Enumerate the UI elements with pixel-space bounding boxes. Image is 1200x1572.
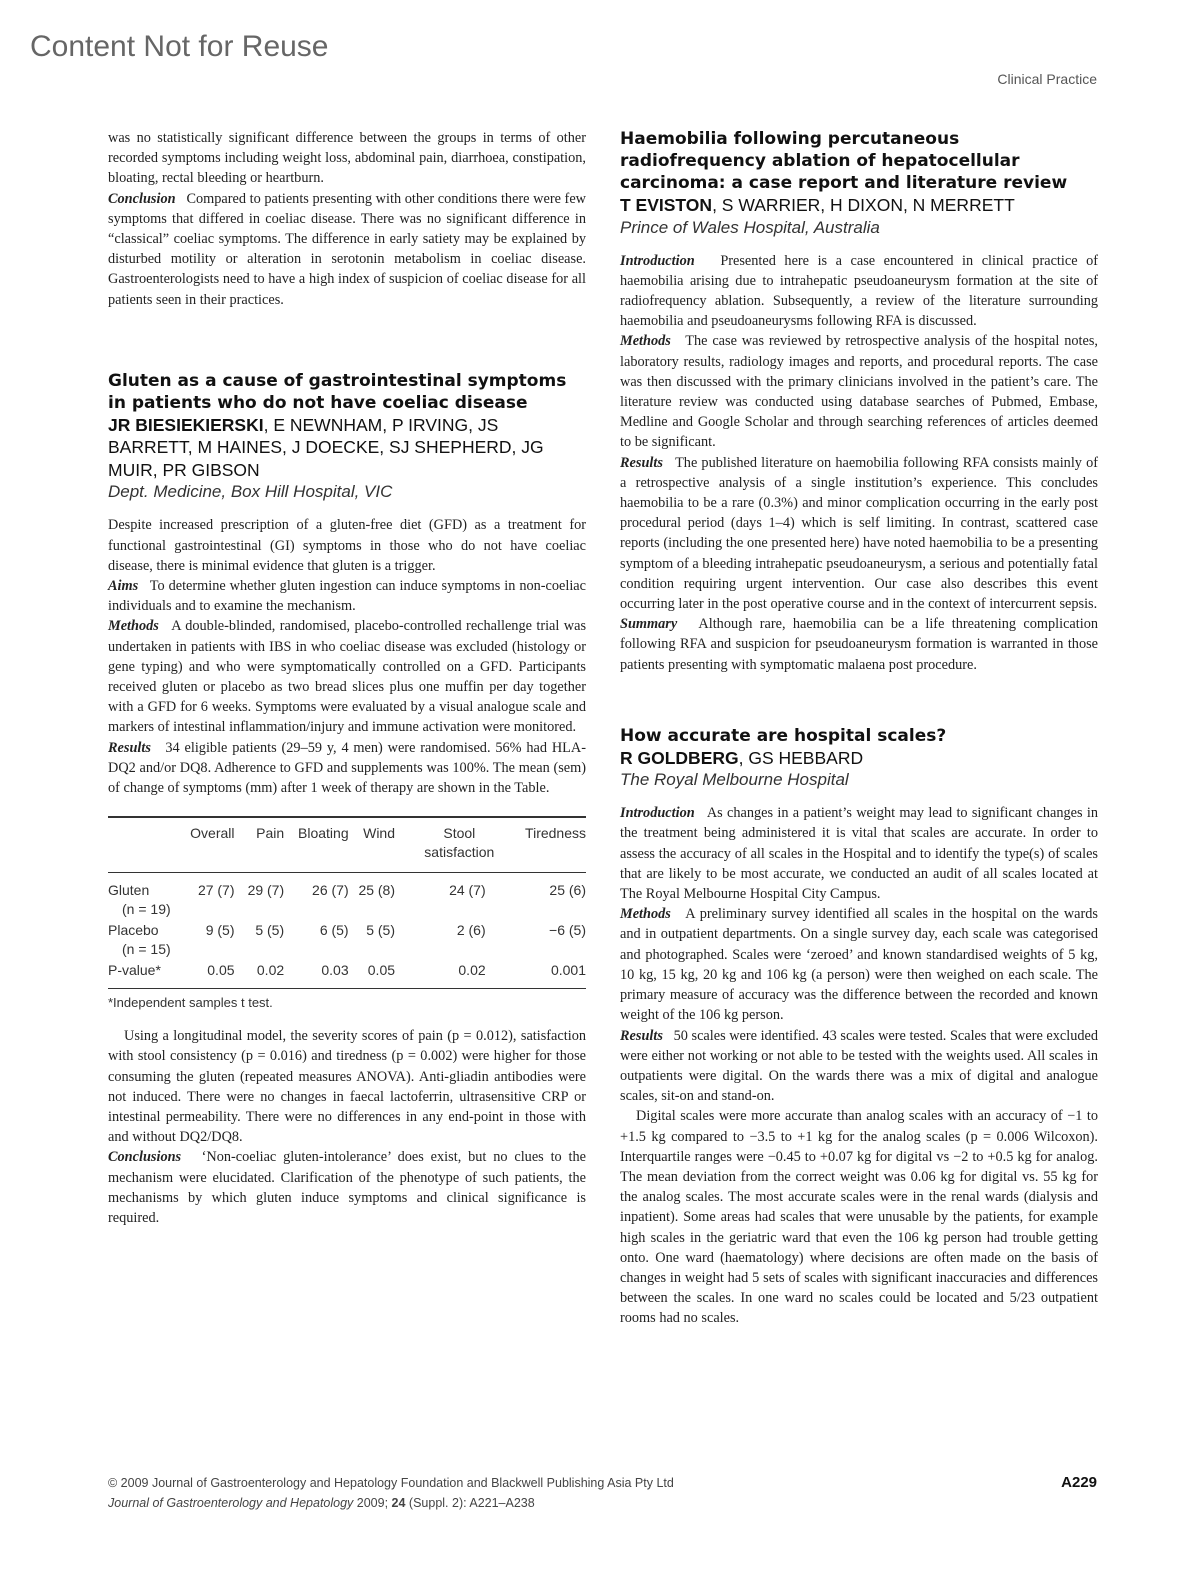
table-cell: 6 (5) (319, 922, 349, 939)
results-heading: Results (620, 454, 663, 471)
results-paragraph (620, 453, 1098, 615)
table-header: Bloating (284, 817, 348, 873)
continued-text: was no statistically significant difference between the groups in terms of other recorded symptoms including weight loss, abdominal pain, diarrhoea, constipation, bloating, rectal bleeding or heartburn. (108, 130, 586, 187)
article-scales (620, 725, 1098, 1329)
table-cell: 0.02 (458, 962, 486, 979)
article-institution: Prince of Wales Hospital, Australia (620, 217, 880, 237)
methods-heading: Methods (620, 333, 671, 350)
intro-heading: Introduction (620, 252, 695, 269)
article-gluten (108, 370, 586, 1228)
table-cell: 25 (6) (549, 882, 586, 899)
table-header: Overall (176, 817, 234, 873)
watermark: Content Not for Reuse (30, 30, 329, 63)
methods-paragraph (620, 331, 1098, 452)
article-intro: Despite increased prescription of a gluten-free diet (GFD) as a treatment for functional gastrointestinal (GI) symptoms in those who do not have coeliac disease, there is minimal evidence that gluten is a trigger. (108, 517, 586, 574)
other-authors: , GS HEBBARD (738, 747, 864, 768)
methods-heading: Methods (620, 906, 671, 923)
table-cell: 25 (8) (358, 882, 396, 899)
aims-paragraph (108, 576, 586, 616)
table-cell: 0.05 (367, 962, 396, 979)
table-cell: 5 (5) (255, 922, 285, 939)
copyright-line: © 2009 Journal of Gastroenterology and Hepatology Foundation and Blackwell Publishing Asia Pty Ltd (108, 1476, 674, 1490)
first-author: T EVISTON (620, 195, 713, 215)
other-authors: , E NEWNHAM, P IRVING, JS BARRETT, M HAINES, J DOECKE, SJ SHEPHERD, JG MUIR, PR GIBSON (108, 414, 544, 480)
conclusions-heading: Conclusions (108, 1149, 182, 1166)
article-title: Haemobilia following percutaneous radiofrequency ablation of hepatocellular carcinoma: a case report and literature review (620, 129, 1068, 193)
summary-text: Although rare, haemobilia can be a life threatening complication following RFA and suspicion for pseudoaneurysm formation is warranted in those patients presenting with symptomatic malaena post procedure. (620, 616, 1099, 673)
journal-volume: 24 (391, 1496, 406, 1510)
table-cell: 0.03 (321, 962, 349, 979)
article-title: Gluten as a cause of gastrointestinal symptoms in patients who do not have coeliac disease (108, 370, 567, 413)
page-number: A229 (1061, 1474, 1097, 1491)
table-header: Pain (235, 817, 285, 873)
table-cell: 29 (7) (247, 882, 285, 899)
intro-text: As changes in a patient’s weight may lead to significant changes in the treatment being administered it is vital that scales are accurate. In order to assess the accuracy of all scales in the Hospital and to identify the type(s) of scales that are likely to be most accurate, we conducted an audit of all scales located at The Royal Melbourne Hospital City Campus. (620, 805, 1098, 903)
article-authors (620, 194, 1098, 217)
conclusions-text: ‘Non-coeliac gluten-intolerance’ does exist, but no clues to the mechanism were elucidated. Clarification of the phenotype of such patients, the mechanisms by which gluten induce symptoms and clinical significance is required. (108, 1149, 586, 1226)
results-paragraph (108, 738, 586, 799)
longitudinal-paragraph: Using a longitudinal model, the severity scores of pain (p = 0.012), satisfaction with stool consistency (p = 0.016) and tiredness (p = 0.002) were higher for those consuming the gluten (repeated measures ANOVA). Anti-gliadin antibodies were not induced. There were no changes in faecal lactoferrin, ultrasensitive CRP or intestinal permeability. There were no differences in any end-point in those with and without DQ2/DQ8. (108, 1028, 586, 1146)
methods-paragraph (620, 904, 1098, 1025)
table-cell: 0.02 (256, 962, 285, 979)
table-header (108, 817, 176, 873)
conclusions-paragraph (108, 1147, 586, 1228)
table-header: Wind (349, 817, 395, 873)
table-row (108, 873, 586, 921)
row-label: Gluten (n = 19) (108, 882, 171, 918)
results-text: 50 scales were identified. 43 scales were tested. Scales that were excluded were either not working or not able to be tested with the weights used. All scales in outpatients were digital. On the wards there was a mix of digital and analogue scales, sit-on and stand-on. (620, 1027, 1099, 1105)
table-cell: 26 (7) (312, 882, 349, 899)
methods-text: A double-blinded, randomised, placebo-controlled rechallenge trial was undertaken in patients with IBS in who coeliac disease was excluded (histology or gene typing) and who were symptomatically controlled on a GFD. Participants received gluten or placebo as two bread slices plus one muffin per day together with a GFD for 6 weeks. Symptoms were evaluated by a visual analogue scale and markers of intestinal inflammation/injury and immune activation were monitored. (108, 618, 587, 736)
methods-text: The case was reviewed by retrospective analysis of the hospital notes, laboratory results, radiology images and reports, and procedural reports. The case was then discussed with the primary clinicians involved in the patient’s care. The literature review was conducted using database searches of Pubmed, Embase, Medline and Google Scholar and through searching references of articles deemed to be significant. (620, 333, 1098, 451)
section-label: Clinical Practice (997, 71, 1097, 87)
continued-conclusion (108, 189, 586, 310)
left-column (108, 128, 586, 1228)
article-authors (108, 414, 586, 482)
row-label: P-value* (108, 962, 161, 979)
article-institution: The Royal Melbourne Hospital (620, 770, 849, 790)
table-cell: 0.05 (207, 962, 235, 979)
aims-text: To determine whether gluten ingestion can induce symptoms in non-coeliac individuals and to examine the mechanism. (108, 577, 586, 615)
journal-name: Journal of Gastroenterology and Hepatology (108, 1496, 354, 1510)
results-paragraph (620, 1026, 1098, 1107)
first-author: R GOLDBERG (620, 747, 739, 768)
article-title: How accurate are hospital scales? (620, 725, 947, 746)
methods-text: A preliminary survey identified all scales in the hospital on the wards and in outpatient departments. On a single survey day, each scale was categorised and photographed. Scales were ‘zeroed’ and known standardised weights of 5 kg, 10 kg, 15 kg, 20 kg and 106 kg (a person) were then weighed on each scale. The primary measure of accuracy was the difference between the recorded and known weight of the 106 kg person. (620, 906, 1098, 1024)
summary-heading: Summary (620, 616, 678, 633)
results-text: 34 eligible patients (29–59 y, 4 men) were randomised. 56% had HLA-DQ2 and/or DQ8. Adherence to GFD and supplements was 100%. The mean (sem) of change of symptoms (mm) after 1 week of therapy are shown in the Table. (108, 739, 586, 796)
journal-year: 2009; (353, 1496, 392, 1510)
results-table (108, 816, 586, 989)
table-cell: 9 (5) (205, 922, 235, 939)
table-cell: 0.001 (550, 962, 586, 979)
table-row (108, 960, 586, 989)
aims-heading: Aims (108, 577, 139, 594)
results-heading: Results (108, 739, 151, 756)
methods-heading: Methods (108, 618, 159, 635)
article-haemobilia (620, 128, 1098, 675)
results-text: The published literature on haemobilia following RFA consists mainly of a retrospective analysis of a single institution’s experience. This concludes haemobilia to be a rare (0.3%) and minor complication occurring in the early post procedural period (days 1–4) which is self limiting. In contrast, scattered case reports (including the one presented here) have noted haemobilia to be a presenting symptom of a bleeding intrahepatic pseudoaneurysm, a serious and potentially fatal condition requiring urgent intervention. Our case also describes this event occurring later in the post operative course and in the context of intercurrent sepsis. (620, 454, 1098, 612)
intro-paragraph (620, 251, 1098, 332)
table-cell: 5 (5) (366, 922, 396, 939)
intro-paragraph (620, 803, 1098, 904)
journal-citation (108, 1496, 535, 1510)
table-footnote: *Independent samples t test. (108, 995, 273, 1011)
article-institution: Dept. Medicine, Box Hill Hospital, VIC (108, 482, 393, 502)
intro-text: Presented here is a case encountered in clinical practice of haemobilia arising due to intrahepatic pseudoaneurysm formation at the site of radiofrequency ablation. Subsequently, a review of the literature surrounding haemobilia and pseudoaneurysms following RFA is discussed. (620, 252, 1098, 330)
results-heading: Results (620, 1027, 663, 1044)
intro-heading: Introduction (620, 805, 695, 822)
conclusion-text: Compared to patients presenting with other conditions there were few symptoms that differed in coeliac disease. There was no significant difference in “classical” coeliac symptoms. The difference in early satiety may be explained by disturbed motility or alteration in serotonin metabolism in coeliac disease. Gastroenterologists need to have a high index of suspicion of coeliac disease for all patients seen in their practices. (108, 190, 586, 308)
digital-scales-paragraph: Digital scales were more accurate than analog scales with an accuracy of −1 to +1.5 kg compared to −3.5 to +1 kg for the analog scales (p = 0.006 Wilcoxon). Interquartile ranges were −0.45 to +0.07 kg for digital vs −2 to +0.5 kg for analog. The mean deviation from the correct weight was 0.06 kg for digital vs. 55 kg for the analog scales. The most accurate scales were in the renal wards (dialysis and inpatient). Some areas had scales that were unusable by the patients, for example high scales in the geriatric ward that even the 106 kg person had trouble getting onto. One ward (haematology) where decisions are often made on the basis of changes in weight had 5 sets of scales with significant inaccuracies and differences between the scales. In one ward no scales could be located and 5/23 outpatient rooms had no scales. (620, 1108, 1098, 1327)
conclusion-heading: Conclusion (108, 190, 176, 207)
journal-pages: (Suppl. 2): A221–A238 (405, 1496, 535, 1510)
table-header-row (108, 817, 586, 873)
article-authors (620, 747, 1098, 770)
table-cell: 2 (6) (456, 922, 486, 939)
row-label: Placebo (n = 15) (108, 922, 171, 958)
summary-paragraph (620, 614, 1098, 675)
table-row (108, 920, 586, 960)
table-cell: 27 (7) (197, 882, 235, 899)
table-header: Stool satisfaction (395, 817, 510, 873)
first-author: JR BIESIEKIERSKI (108, 414, 264, 435)
right-column (620, 128, 1098, 1329)
methods-paragraph (108, 616, 586, 737)
table-header: Tiredness (510, 817, 586, 873)
table-cell: −6 (5) (549, 922, 586, 939)
table-cell: 24 (7) (449, 882, 486, 899)
other-authors: , S WARRIER, H DIXON, N MERRETT (712, 195, 1015, 215)
